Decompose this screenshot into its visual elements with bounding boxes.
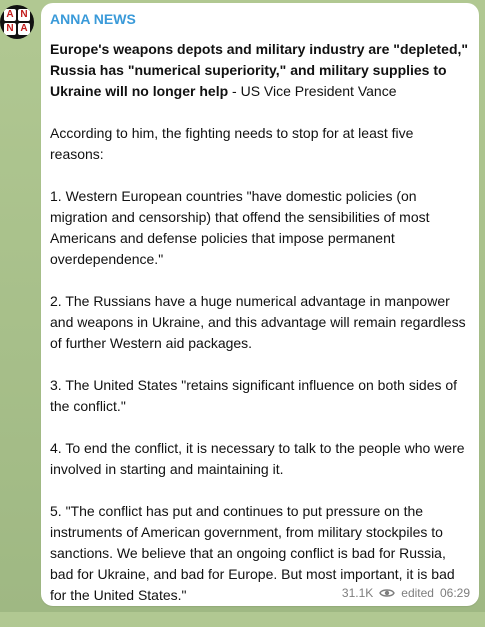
avatar-letter: N	[4, 23, 16, 35]
message-time: 06:29	[439, 586, 470, 600]
avatar-logo	[4, 9, 30, 35]
message-point: 1. Western European countries "have domestic policies (on migration and censorship) that offend the sensibilities of most Americans and defense policies that impose permanent overdependence."	[50, 188, 430, 267]
channel-name[interactable]: ANNA NEWS	[50, 11, 136, 27]
message-headline	[50, 39, 470, 102]
avatar-letter: A	[4, 9, 16, 21]
edited-label: edited	[401, 586, 434, 600]
message-content	[50, 39, 470, 627]
headline-tail-text: - US Vice President Vance	[228, 83, 397, 99]
channel-avatar[interactable]	[0, 5, 34, 39]
eye-icon	[379, 587, 395, 599]
views-count: 31.1K	[341, 586, 374, 600]
avatar-letter: A	[18, 23, 30, 35]
avatar-letter: N	[18, 9, 30, 21]
message-point: 3. The United States "retains significant influence on both sides of the conflict."	[50, 377, 458, 414]
message-intro: According to him, the fighting needs to stop for at least five reasons:	[50, 125, 414, 162]
message-bubble[interactable]	[41, 3, 479, 606]
headline-bold-text: Europe's weapons depots and military industry are "depleted," Russia has "numerical superiority," and military supplies to Ukraine will no longer help	[50, 41, 469, 99]
message-point: 5. "The conflict has put and continues to put pressure on the instruments of American government, from military stockpiles to sanctions. We believe that an ongoing conflict is bad for Russia, bad for Ukraine, and bad for Europe. But most important, it is bad for the United States."	[50, 503, 455, 603]
message-meta	[342, 586, 470, 600]
message-point: 4. To end the conflict, it is necessary to talk to the people who were involved in starting and maintaining it.	[50, 440, 465, 477]
message-point: 2. The Russians have a huge numerical advantage in manpower and weapons in Ukraine, and this advantage will remain regardless of further Western aid packages.	[50, 293, 466, 351]
